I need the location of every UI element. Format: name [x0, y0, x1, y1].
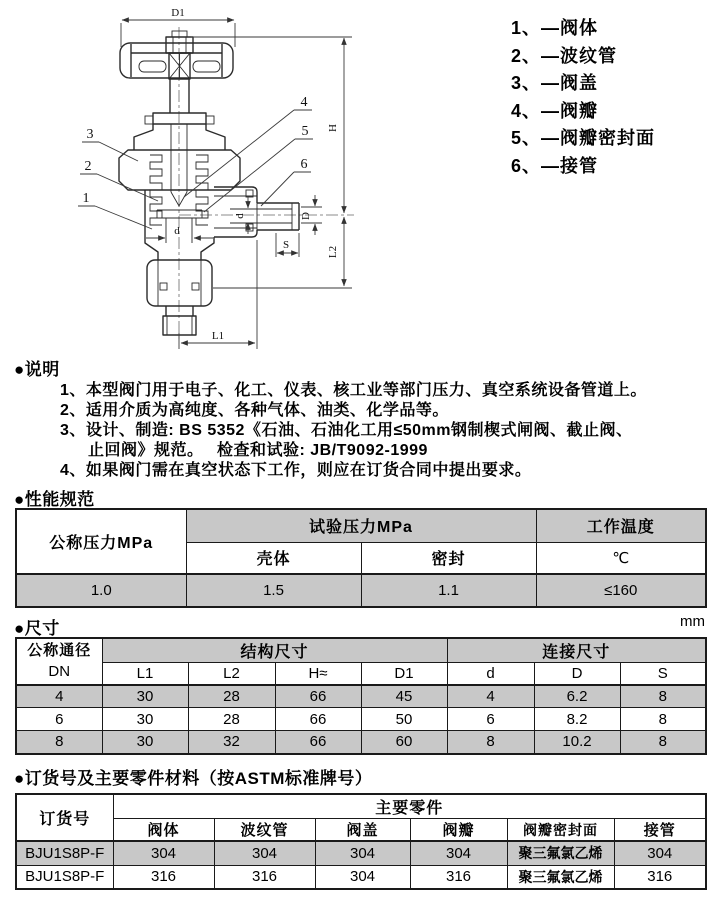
order-cell-material: 聚三氟氯乙烯: [507, 841, 614, 865]
legend-item: 5、—阀瓣密封面: [511, 128, 656, 148]
dims-cell: 30: [102, 708, 188, 731]
dims-subheader: H≈: [275, 663, 361, 685]
dims-cell: 30: [102, 685, 188, 708]
order-cell: 304: [214, 841, 315, 865]
part-number-6: 6: [300, 157, 308, 172]
order-cell-material: 聚三氟氯乙烯: [507, 865, 614, 889]
dims-cell: 45: [361, 685, 447, 708]
legend-item: 1、—阀体: [511, 18, 599, 38]
performance-table: [15, 508, 707, 608]
note-line: 4、如果阀门需在真空状态下工作，则应在订货合同中提出要求。: [60, 462, 532, 479]
dims-cell: 6: [447, 708, 534, 731]
dim-label-d1: D1: [171, 7, 185, 19]
part-number-4: 4: [300, 95, 308, 110]
note-line: 3、设计、制造: BS 5352《石油、石油化工用≤50mm钢制楔式闸阀、截止阀、: [60, 422, 633, 439]
dims-subheader: S: [620, 663, 706, 685]
note-line-continuation: 止回阀》规范。 检查和试验: JB/T9092-1999: [88, 442, 428, 459]
dim-label-l1: L1: [211, 330, 225, 342]
dims-cell: 60: [361, 731, 447, 754]
dims-cell: 8: [620, 685, 706, 708]
order-header-part: 接管: [614, 819, 706, 842]
section-heading-dimensions: ●尺寸: [14, 619, 60, 638]
order-cell: 304: [410, 841, 507, 865]
dim-label-d-conn: D: [300, 212, 312, 220]
order-header-part: 阀体: [113, 819, 214, 842]
dims-cell: 28: [188, 708, 275, 731]
dims-cell: 66: [275, 685, 361, 708]
section-heading-performance: ●性能规范: [14, 490, 95, 509]
dims-header-dn-latin: DN: [48, 663, 71, 681]
dims-cell: 32: [188, 731, 275, 754]
dims-subheader: d: [447, 663, 534, 685]
order-cell: 304: [614, 841, 706, 865]
part-number-1: 1: [82, 191, 90, 206]
dim-label-d-outlet: d: [234, 213, 246, 219]
dims-subheader: D: [534, 663, 620, 685]
dims-cell: 66: [275, 708, 361, 731]
perf-header-test-pressure: 试验压力MPa: [186, 509, 536, 542]
dims-cell: 28: [188, 685, 275, 708]
order-header-part: 阀瓣密封面: [507, 819, 614, 842]
dims-cell: 8: [447, 731, 534, 754]
dims-cell: 4: [447, 685, 534, 708]
dims-header-connection: 连接尺寸: [447, 638, 706, 663]
order-header-main-parts: 主要零件: [113, 794, 706, 819]
legend-item: 6、—接管: [511, 155, 599, 176]
part-number-2: 2: [84, 159, 92, 174]
perf-header-shell: 壳体: [186, 542, 361, 574]
order-header-part: 阀盖: [315, 819, 410, 842]
dims-cell: 8.2: [534, 708, 620, 731]
dim-label-l2: L2: [327, 245, 339, 259]
note-line: 1、本型阀门用于电子、化工、仪表、核工业等部门压力、真空系统设备管道上。: [60, 382, 647, 399]
dims-cell: 6: [16, 708, 102, 731]
dims-header-dn-cn: 公称通径: [27, 642, 92, 660]
order-cell: 304: [315, 841, 410, 865]
section-heading-notes: ●说明: [14, 360, 60, 379]
unit-label: mm: [680, 613, 705, 630]
valve-internals: [139, 31, 292, 335]
dimensions-table: [15, 637, 707, 755]
legend-item: 4、—阀瓣: [511, 100, 599, 121]
order-cell: 316: [614, 865, 706, 889]
part-number-5: 5: [301, 124, 309, 139]
perf-value: 1.1: [361, 574, 536, 607]
section-heading-ordering: ●订货号及主要零件材料（按ASTM标准牌号）: [14, 769, 373, 788]
perf-header-seal: 密封: [361, 542, 536, 574]
dims-subheader: D1: [361, 663, 447, 685]
dims-cell: 50: [361, 708, 447, 731]
order-header-order-no: 订货号: [16, 794, 113, 841]
order-cell: BJU1S8P-F: [16, 841, 113, 865]
centerlines: [179, 27, 354, 340]
valve-section-drawing: [0, 0, 380, 356]
order-cell: BJU1S8P-F: [16, 865, 113, 889]
order-header-part: 阀瓣: [410, 819, 507, 842]
legend-item: 2、—波纹管: [511, 45, 618, 66]
legend-item: 3、—阀盖: [511, 73, 599, 93]
ordering-table: [15, 793, 707, 890]
dims-header-structure: 结构尺寸: [102, 638, 447, 663]
dims-header-dn: [16, 638, 102, 685]
part-number-3: 3: [86, 127, 94, 142]
order-cell: 316: [214, 865, 315, 889]
dims-cell: 30: [102, 731, 188, 754]
dims-cell: 6.2: [534, 685, 620, 708]
dims-subheader: L1: [102, 663, 188, 685]
order-cell: 316: [113, 865, 214, 889]
dims-subheader: L2: [188, 663, 275, 685]
order-cell: 304: [113, 841, 214, 865]
dims-cell: 4: [16, 685, 102, 708]
dims-cell: 8: [16, 731, 102, 754]
perf-header-nominal-pressure: 公称压力MPa: [16, 509, 186, 574]
note-line: 2、适用介质为高纯度、各种气体、油类、化学品等。: [60, 402, 449, 419]
dims-cell: 10.2: [534, 731, 620, 754]
dim-label-h: H: [327, 124, 339, 132]
part-leaders: [78, 110, 313, 229]
perf-header-working-temp: 工作温度: [536, 509, 706, 542]
dims-cell: 66: [275, 731, 361, 754]
dims-cell: 8: [620, 708, 706, 731]
parts-legend: [511, 15, 655, 180]
dim-label-s: S: [282, 239, 290, 251]
dims-cell: 8: [620, 731, 706, 754]
perf-header-temp-unit: ℃: [536, 542, 706, 574]
order-header-part: 波纹管: [214, 819, 315, 842]
perf-value: 1.0: [16, 574, 186, 607]
dim-label-d-bottom: d: [174, 225, 180, 237]
valve-outline: [119, 37, 299, 335]
order-cell: 316: [410, 865, 507, 889]
perf-value: 1.5: [186, 574, 361, 607]
perf-value: ≤160: [536, 574, 706, 607]
order-cell: 304: [315, 865, 410, 889]
